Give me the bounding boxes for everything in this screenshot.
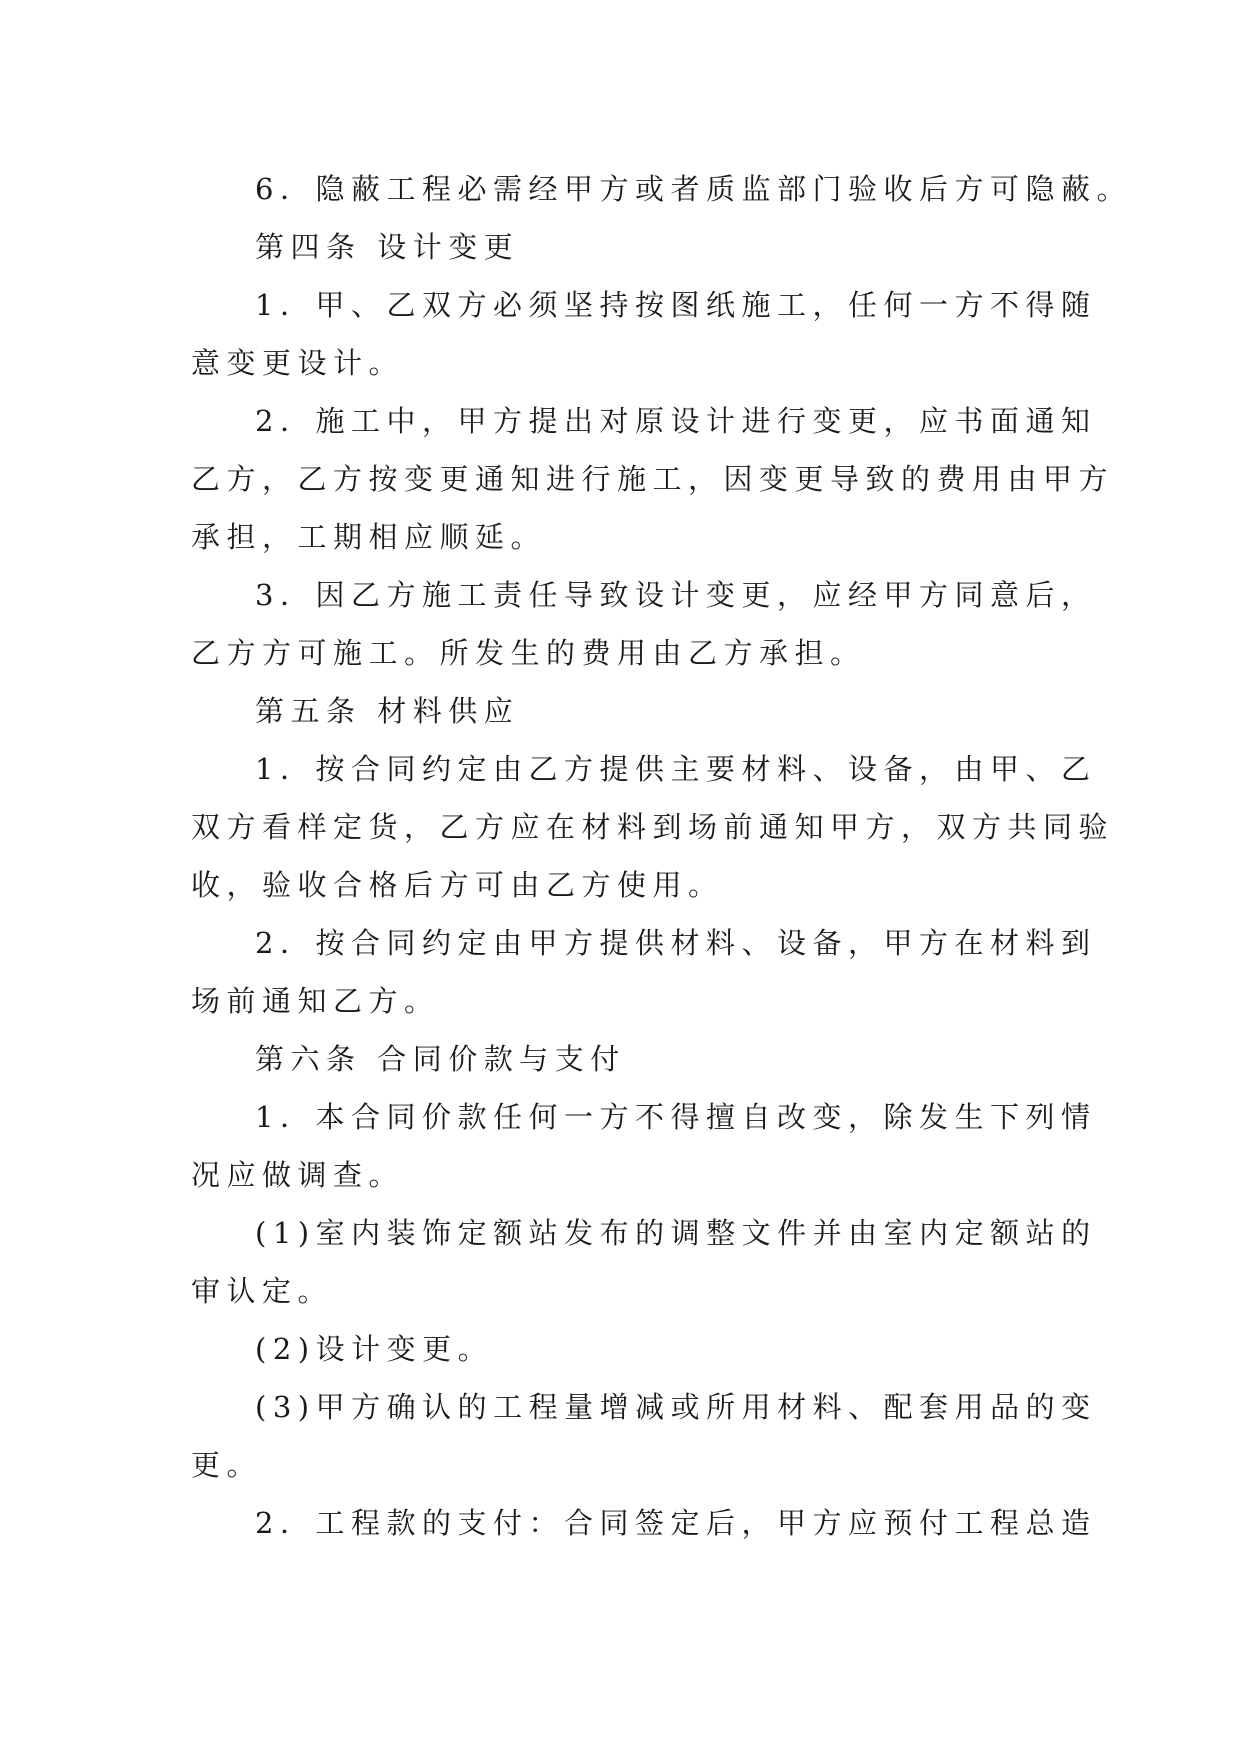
text-line: 2．按合同约定由甲方提供材料、设备，甲方在材料到 xyxy=(255,926,1097,960)
text-line: 意变更设计。 xyxy=(191,346,405,380)
text-line: 双方看样定货，乙方应在材料到场前通知甲方，双方共同验 xyxy=(191,810,1115,844)
section-heading: 第五条 材料供应 xyxy=(255,694,520,728)
text-line: 1．按合同约定由乙方提供主要材料、设备，由甲、乙 xyxy=(255,752,1097,786)
text-line: 1．甲、乙双方必须坚持按图纸施工，任何一方不得随 xyxy=(255,288,1097,322)
text-line: 况应做调查。 xyxy=(191,1158,405,1192)
text-line: 1．本合同价款任何一方不得擅自改变，除发生下列情 xyxy=(255,1100,1097,1134)
text-line: 场前通知乙方。 xyxy=(191,984,440,1018)
text-line: 承担，工期相应顺延。 xyxy=(191,520,547,554)
section-heading: 第四条 设计变更 xyxy=(255,230,520,264)
text-line: 2．工程款的支付：合同签定后，甲方应预付工程总造 xyxy=(255,1506,1097,1540)
document-page xyxy=(191,160,1132,1552)
text-line: (2)设计变更。 xyxy=(255,1332,494,1366)
text-line: 更。 xyxy=(191,1448,263,1482)
text-line: (3)甲方确认的工程量增减或所用材料、配套用品的变 xyxy=(255,1390,1097,1424)
text-line: 乙方方可施工。所发生的费用由乙方承担。 xyxy=(191,636,866,670)
text-line: 收，验收合格后方可由乙方使用。 xyxy=(191,868,724,902)
text-line: 6．隐蔽工程必需经甲方或者质监部门验收后方可隐蔽。 xyxy=(255,172,1132,206)
text-line: 3．因乙方施工责任导致设计变更，应经甲方同意后， xyxy=(255,578,1097,612)
text-line: 乙方，乙方按变更通知进行施工，因变更导致的费用由甲方 xyxy=(191,462,1115,496)
text-line: 2．施工中，甲方提出对原设计进行变更，应书面通知 xyxy=(255,404,1097,438)
text-line: 审认定。 xyxy=(191,1274,334,1308)
text-line: (1)室内装饰定额站发布的调整文件并由室内定额站的 xyxy=(255,1216,1097,1250)
section-heading: 第六条 合同价款与支付 xyxy=(255,1042,626,1076)
